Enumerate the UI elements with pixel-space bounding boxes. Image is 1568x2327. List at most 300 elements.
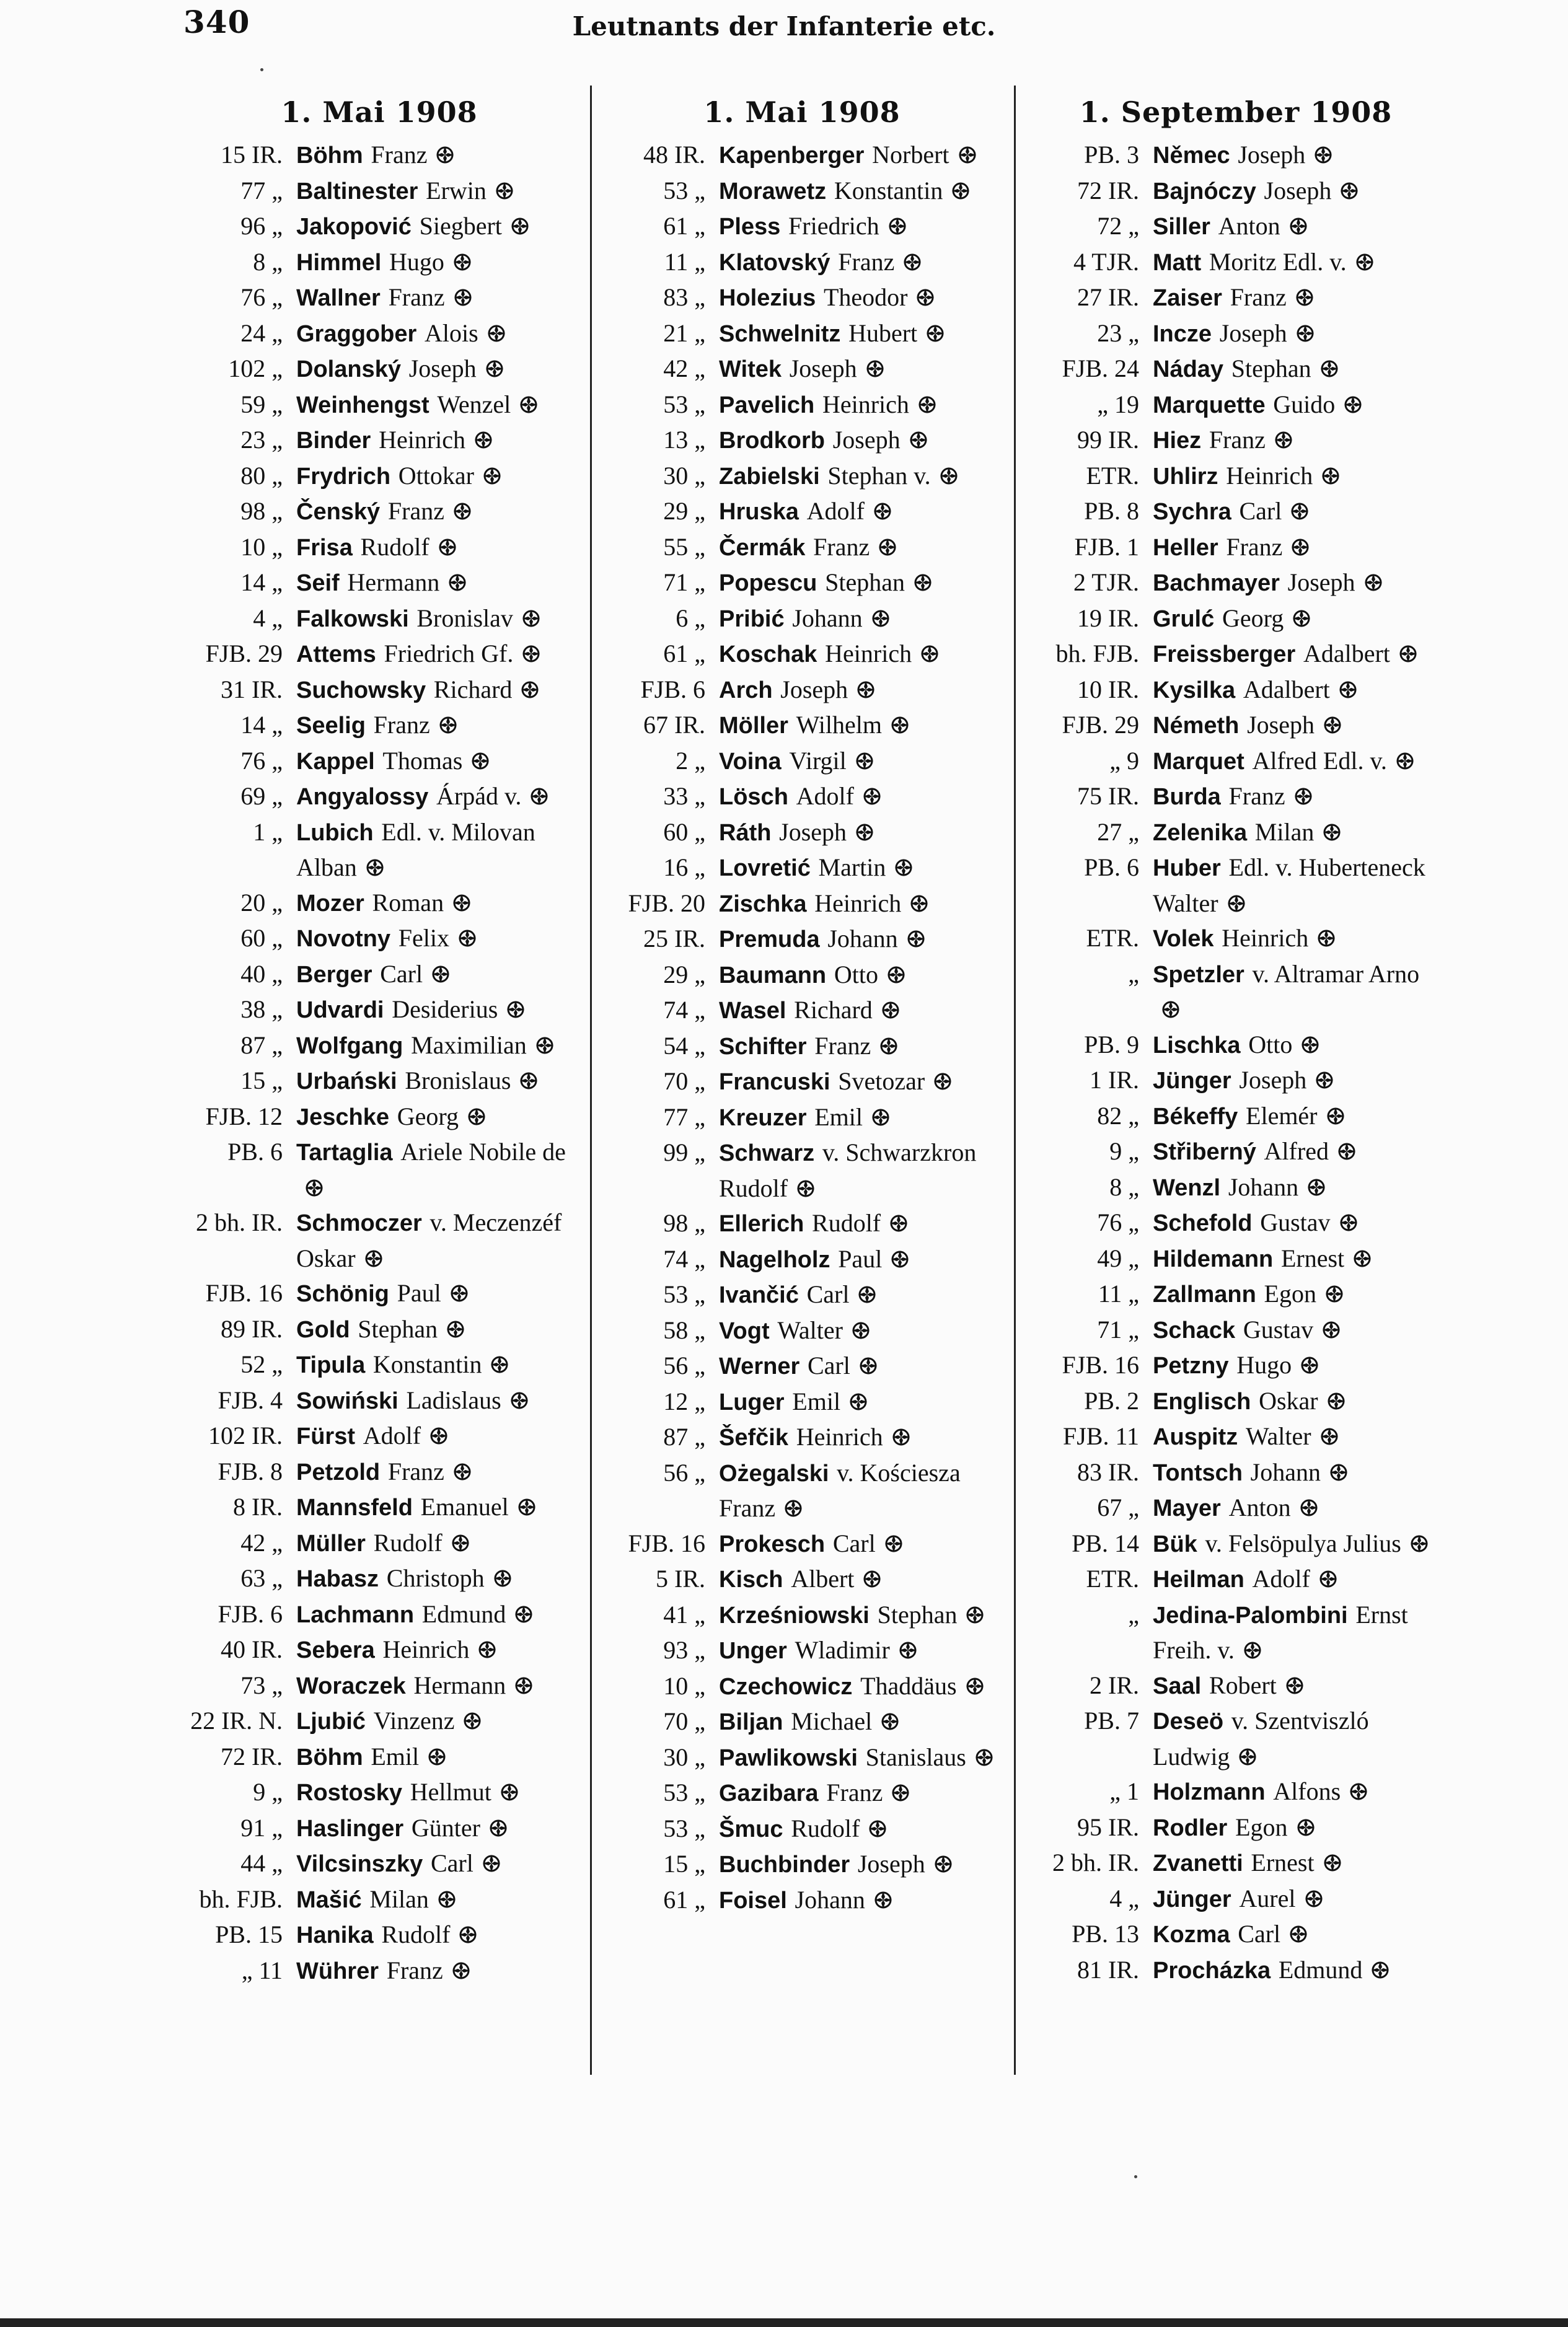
surname: Buchbinder [719, 1852, 850, 1878]
unit-label: 15 „ [663, 1850, 705, 1878]
unit-label: 42 „ [240, 1528, 283, 1557]
unit-label: 1 „ [253, 817, 283, 846]
given-name: Adalbert [1303, 640, 1390, 667]
column-1 [175, 93, 584, 1989]
officer-name [719, 1704, 1006, 1740]
given-name: Günter [411, 1813, 480, 1842]
given-name: Moritz Edl. v. [1209, 247, 1347, 276]
decoration-cross-icon [880, 995, 901, 1016]
unit-label: 71 „ [663, 568, 705, 596]
surname: Witek [719, 356, 782, 382]
officer-name [1153, 601, 1440, 637]
surname: Binder [296, 428, 371, 454]
officer-name [296, 316, 584, 352]
list-item [1031, 1704, 1440, 1774]
officer-name [1153, 744, 1440, 780]
given-name: Norbert [872, 141, 949, 169]
officer-name [1153, 1313, 1440, 1348]
unit-label: FJB. 4 [218, 1386, 283, 1414]
decoration-cross-icon [457, 1920, 478, 1941]
given-name: Franz [386, 1956, 443, 1984]
unit-label: 83 IR. [1077, 1458, 1139, 1486]
unit-label: 59 „ [240, 390, 283, 418]
decoration-cross-icon [883, 1529, 904, 1550]
officer-name [296, 1846, 584, 1882]
decoration-cross-icon [1338, 1208, 1359, 1229]
list-item [175, 530, 584, 566]
unit-label: 5 IR. [656, 1565, 705, 1593]
unit-label: FJB. 29 [205, 640, 283, 667]
given-name: Heinrich [825, 640, 912, 667]
surname: Kisch [719, 1567, 783, 1593]
list-item [175, 423, 584, 459]
given-name: Johann [1228, 1172, 1299, 1201]
surname: Bük [1153, 1531, 1197, 1557]
decoration-cross-icon [902, 247, 923, 268]
given-name: Heinrich [1226, 461, 1313, 490]
officer-name [296, 1953, 584, 1989]
decoration-cross-icon [521, 639, 542, 660]
officer-name [719, 1029, 1006, 1065]
unit-label: 102 IR. [208, 1422, 283, 1449]
given-name: Stephan [825, 568, 905, 596]
decoration-cross-icon [1318, 1564, 1339, 1585]
unit-label: 19 IR. [1077, 604, 1139, 632]
given-name: Christoph [386, 1564, 485, 1592]
list-item [175, 494, 584, 530]
decoration-cross-icon [1294, 283, 1315, 304]
list-item [597, 1420, 1006, 1456]
officer-name [296, 886, 584, 922]
surname: Gold [296, 1316, 350, 1343]
surname: Mayer [1153, 1495, 1221, 1521]
decoration-cross-icon [1322, 710, 1343, 731]
decoration-cross-icon [457, 923, 478, 944]
decoration-cross-icon [492, 1564, 513, 1585]
unit-label: 80 „ [240, 461, 283, 490]
surname: Frydrich [296, 463, 391, 490]
decoration-cross-icon [494, 176, 515, 197]
decoration-cross-icon [449, 1278, 470, 1300]
officer-name [1153, 850, 1440, 921]
unit-label: FJB. 16 [628, 1529, 705, 1557]
officer-name [296, 1205, 584, 1276]
list-item [597, 744, 1006, 780]
officer-name [296, 1063, 584, 1099]
surname: Graggober [296, 320, 417, 347]
surname: Wenzl [1153, 1174, 1221, 1201]
unit-label: 31 IR. [221, 675, 283, 703]
given-name: Maximilian [411, 1031, 527, 1059]
unit-label: bh. FJB. [199, 1885, 283, 1913]
list-item [175, 1632, 584, 1668]
unit-label: „ 19 [1097, 390, 1139, 418]
officer-name [296, 1917, 584, 1953]
decoration-cross-icon [1363, 568, 1384, 589]
given-name: Carl [380, 959, 423, 988]
list-item [175, 1775, 584, 1811]
given-name: v. Altramar Arno [1252, 959, 1420, 988]
surname: Pavelich [719, 392, 815, 418]
given-name: Franz [373, 711, 430, 739]
officer-name [1153, 1205, 1440, 1241]
surname: Wasel [719, 998, 786, 1024]
decoration-cross-icon [1342, 390, 1363, 411]
surname: Tartaglia [296, 1140, 393, 1166]
given-name: Felix [398, 924, 449, 952]
given-name: Johann [827, 925, 898, 952]
officer-name [1153, 565, 1440, 601]
decoration-cross-icon [1293, 781, 1314, 803]
given-name: Virgil [789, 746, 847, 775]
unit-label: 10 IR. [1077, 675, 1139, 703]
decoration-cross-icon [870, 1102, 891, 1124]
decoration-cross-icon [1320, 461, 1341, 482]
officer-name [296, 957, 584, 993]
decoration-cross-icon [364, 853, 385, 874]
surname: Lovretić [719, 855, 811, 881]
decoration-cross-icon [519, 675, 540, 696]
unit-label: 4 „ [1109, 1884, 1139, 1912]
officer-name [296, 1135, 584, 1205]
list-item [1031, 1668, 1440, 1704]
officer-name [719, 138, 1006, 174]
surname: Čenský [296, 499, 381, 525]
surname: Marquet [1153, 748, 1244, 775]
list-item [175, 1740, 584, 1775]
unit-label: 9 „ [1109, 1137, 1139, 1165]
unit-label: 61 „ [663, 640, 705, 667]
list-item [597, 1206, 1006, 1242]
unit-label: 77 „ [663, 1102, 705, 1131]
given-name: Joseph [857, 1850, 925, 1878]
list-item [175, 992, 584, 1028]
decoration-cross-icon [1324, 1279, 1345, 1300]
list-item [597, 1669, 1006, 1705]
unit-label: FJB. 16 [1062, 1351, 1139, 1379]
officer-name [296, 1276, 584, 1312]
list-item [597, 530, 1006, 566]
surname: Békeffy [1153, 1103, 1238, 1130]
decoration-cross-icon [518, 1066, 539, 1087]
decoration-cross-icon [854, 817, 875, 838]
list-item [1031, 351, 1440, 387]
unit-label: 83 „ [663, 283, 705, 311]
list-item [597, 886, 1006, 922]
unit-label: 93 „ [663, 1636, 705, 1664]
officer-name [296, 1882, 584, 1918]
list-item [175, 1597, 584, 1633]
list-item [1031, 850, 1440, 921]
column-3 [1031, 93, 1440, 1988]
decoration-cross-icon [1398, 639, 1419, 660]
unit-label: FJB. 11 [1062, 1422, 1139, 1450]
decoration-cross-icon [516, 1492, 537, 1513]
surname: Attems [296, 641, 376, 667]
list-item [175, 1099, 584, 1135]
list-item [597, 1029, 1006, 1065]
unit-label: 74 „ [663, 996, 705, 1024]
surname: Petzny [1153, 1353, 1229, 1379]
unit-label: 52 „ [240, 1350, 283, 1378]
decoration-cross-icon [1284, 1671, 1305, 1692]
unit-label: 74 „ [663, 1244, 705, 1273]
officer-name [296, 351, 584, 387]
surname: Morawetz [719, 178, 827, 205]
list-item [1031, 316, 1440, 352]
list-item [175, 1205, 584, 1276]
unit-label: 8 „ [1109, 1172, 1139, 1201]
officer-name [1153, 174, 1440, 209]
unit-label: 48 IR. [643, 141, 705, 169]
list-item [597, 1384, 1006, 1420]
unit-label: PB. 7 [1084, 1707, 1139, 1735]
column-divider [1014, 86, 1016, 2075]
unit-label: 99 IR. [1077, 426, 1139, 454]
given-name: Hugo [389, 247, 444, 276]
list-item [1031, 138, 1440, 174]
officer-name [719, 1847, 1006, 1883]
officer-name [719, 850, 1006, 886]
surname: Lischka [1153, 1032, 1241, 1058]
unit-label: 61 „ [663, 1885, 705, 1914]
given-name: Milan [1254, 817, 1315, 846]
officer-name [296, 1419, 584, 1454]
decoration-cross-icon [499, 1777, 520, 1798]
list-item [1031, 209, 1440, 245]
unit-label: 53 „ [663, 1280, 705, 1308]
list-item [175, 1419, 584, 1454]
unit-label: 4 TJR. [1073, 247, 1139, 276]
unit-label: 23 „ [1097, 319, 1139, 347]
given-name: Walter [1245, 1422, 1311, 1450]
given-name: Rudolf [812, 1209, 881, 1237]
unit-label: 82 „ [1097, 1101, 1139, 1130]
surname: Ożegalski [719, 1460, 829, 1487]
decoration-cross-icon [488, 1813, 509, 1834]
list-item [175, 1526, 584, 1562]
list-item [175, 1882, 584, 1918]
decoration-cross-icon [304, 1173, 325, 1194]
unit-label: 76 „ [240, 746, 283, 775]
surname: Zallmann [1153, 1282, 1256, 1308]
list-item [597, 494, 1006, 530]
officer-name [296, 245, 584, 281]
given-name: Vinzenz [373, 1707, 455, 1735]
unit-label: 42 „ [663, 354, 705, 382]
officer-name [719, 1277, 1006, 1313]
officer-name [296, 387, 584, 423]
unit-label: 14 „ [240, 711, 283, 739]
unit-label: 102 „ [228, 354, 283, 382]
decoration-cross-icon [437, 532, 458, 553]
list-item [597, 1883, 1006, 1919]
officer-name [296, 992, 584, 1028]
list-item [1031, 921, 1440, 957]
given-name: Joseph [1239, 1066, 1307, 1094]
surname: Baltinester [296, 178, 418, 205]
officer-name [1153, 1668, 1440, 1704]
officer-name [719, 708, 1006, 744]
list-item [597, 1526, 1006, 1562]
officer-name [296, 1312, 584, 1348]
officer-name [719, 1420, 1006, 1456]
officer-name [1153, 1881, 1440, 1917]
surname: Čermák [719, 534, 806, 561]
given-name: Franz [1230, 283, 1287, 311]
surname: Střiberný [1153, 1139, 1256, 1165]
surname: Schmoczer [296, 1210, 422, 1236]
list-item [175, 565, 584, 601]
print-speck [1134, 2175, 1137, 2178]
surname: Jünger [1153, 1068, 1231, 1094]
officer-name [1153, 1241, 1440, 1277]
given-name: Edl. v. Milovan Alban [296, 817, 535, 881]
decoration-cross-icon [891, 1422, 912, 1443]
list-item [175, 1846, 584, 1882]
officer-name [1153, 1562, 1440, 1598]
unit-label: 91 „ [240, 1813, 283, 1842]
given-name: Franz [826, 1779, 883, 1806]
surname: Englisch [1153, 1388, 1251, 1415]
surname: Premuda [719, 926, 820, 952]
surname: Heilman [1153, 1567, 1244, 1593]
given-name: Stephan v. [827, 461, 931, 490]
decoration-cross-icon [428, 1421, 449, 1442]
unit-label: FJB. 6 [640, 675, 705, 703]
list-item [1031, 1953, 1440, 1989]
officer-name [1153, 957, 1440, 1027]
given-name: Erwin [426, 176, 487, 205]
surname: Šmuc [719, 1816, 783, 1842]
list-item [175, 1347, 584, 1383]
decoration-cross-icon [1322, 1848, 1343, 1869]
decoration-cross-icon [886, 960, 907, 981]
decoration-cross-icon [850, 1316, 871, 1337]
given-name: Georg [397, 1102, 459, 1130]
given-name: Alfred [1264, 1137, 1329, 1165]
officer-name [1153, 1490, 1440, 1526]
officer-name [1153, 672, 1440, 708]
decoration-cross-icon [897, 1635, 918, 1656]
officer-name [296, 1668, 584, 1704]
surname: Saal [1153, 1673, 1202, 1699]
officer-name [296, 1454, 584, 1490]
officer-name [719, 387, 1006, 423]
list-item [175, 601, 584, 637]
officer-name [719, 530, 1006, 566]
given-name: Robert [1209, 1671, 1277, 1699]
list-item [597, 1135, 1006, 1206]
unit-label: 56 „ [663, 1352, 705, 1379]
unit-label: 8 IR. [233, 1493, 283, 1521]
surname: Ráth [719, 819, 772, 846]
given-name: Richard [794, 996, 873, 1024]
list-item [175, 209, 584, 245]
decoration-cross-icon [933, 1849, 954, 1870]
decoration-cross-icon [1288, 1919, 1309, 1940]
given-name: Alfons [1273, 1777, 1341, 1805]
list-item [175, 744, 584, 780]
list-item [1031, 636, 1440, 672]
officer-name [296, 1597, 584, 1633]
surname: Bajnóczy [1153, 178, 1256, 205]
list-item [1031, 779, 1440, 815]
list-item [1031, 1455, 1440, 1491]
decoration-cross-icon [909, 889, 930, 910]
unit-label: 16 „ [663, 853, 705, 881]
given-name: Egon [1235, 1813, 1288, 1841]
officer-name [296, 565, 584, 601]
surname: Ljubić [296, 1709, 366, 1735]
unit-label: 2 bh. IR. [1052, 1849, 1139, 1876]
unit-label: 76 „ [1097, 1208, 1139, 1236]
list-item [1031, 1063, 1440, 1099]
unit-label: 27 „ [1097, 817, 1139, 846]
officer-name [296, 459, 584, 495]
officer-name [296, 708, 584, 744]
given-name: Emil [792, 1387, 841, 1415]
officer-name [296, 1740, 584, 1775]
list-item [1031, 1384, 1440, 1420]
unit-label: 70 „ [663, 1707, 705, 1735]
given-name: Milan [369, 1885, 429, 1913]
officer-name [1153, 1810, 1440, 1846]
list-item [1031, 1205, 1440, 1241]
given-name: Theodor [823, 283, 908, 311]
decoration-cross-icon [534, 1031, 555, 1052]
given-name: Joseph [1264, 176, 1332, 205]
given-name: Carl [1239, 497, 1282, 525]
officer-name [1153, 1917, 1440, 1953]
decoration-cross-icon [861, 781, 883, 803]
list-item [175, 1917, 584, 1953]
given-name: Stephan [1231, 354, 1311, 382]
given-name: Friedrich [788, 212, 879, 240]
surname: Woraczek [296, 1673, 406, 1699]
surname: Müller [296, 1530, 366, 1557]
given-name: Joseph [1219, 319, 1287, 347]
unit-label: 1 IR. [1090, 1066, 1139, 1094]
officer-name [719, 280, 1006, 316]
given-name: Joseph [1247, 711, 1315, 739]
surname: Wolfgang [296, 1032, 403, 1059]
decoration-cross-icon [436, 1885, 457, 1906]
list-item [175, 1953, 584, 1989]
list-item [175, 1276, 584, 1312]
decoration-cross-icon [484, 354, 505, 375]
unit-label: 73 „ [240, 1671, 283, 1699]
officer-name [296, 601, 584, 637]
decoration-cross-icon [518, 390, 539, 411]
unit-label: 12 „ [663, 1387, 705, 1415]
unit-label: 72 IR. [1077, 176, 1139, 205]
given-name: Heinrich [822, 390, 909, 418]
surname: Suchowsky [296, 677, 426, 703]
unit-label: 14 „ [240, 568, 283, 596]
unit-label: 96 „ [240, 212, 283, 240]
given-name: v. Kościesza Franz [719, 1458, 961, 1522]
unit-label: 13 „ [663, 426, 705, 454]
decoration-cross-icon [505, 995, 526, 1016]
decoration-cross-icon [932, 1067, 953, 1088]
given-name: Carl [430, 1849, 473, 1877]
decoration-cross-icon [466, 1102, 487, 1123]
decoration-cross-icon [426, 1742, 447, 1763]
list-item [175, 1704, 584, 1740]
given-name: Konstantin [834, 176, 943, 205]
list-item [175, 174, 584, 209]
